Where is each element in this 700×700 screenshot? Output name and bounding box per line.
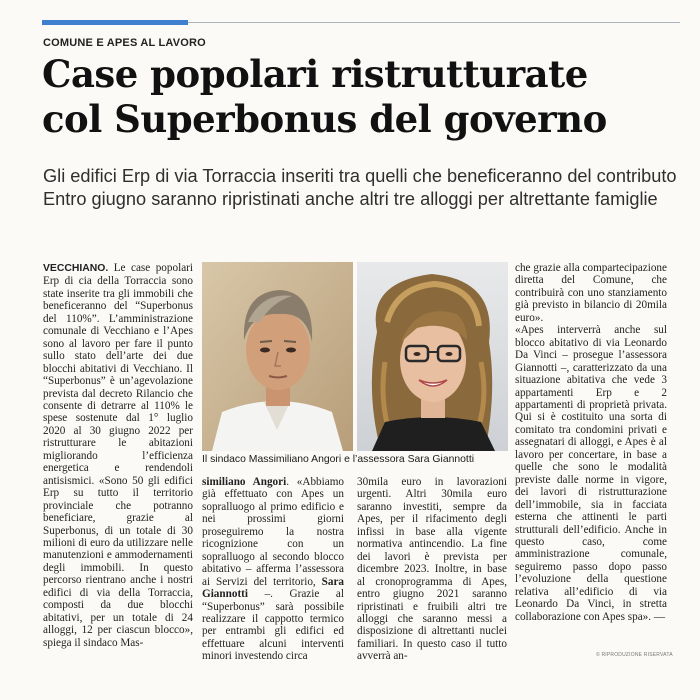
speaker-name-councillor: Sara Giannotti (202, 575, 344, 601)
section-label: COMUNE E APES AL LAVORO (43, 37, 206, 49)
section-rule-accent (42, 20, 188, 25)
subheadline (43, 165, 688, 211)
article-column-3 (357, 476, 507, 663)
article-text-col1: Le case popolari Erp di cia della Torraccia sono state inserite tra gli immobili che beneficeranno del “Superbonus del 110%”. L’amministrazione comunale di Vecchiano e l’Apes sono al lavoro per fare il punto sullo stato dell’arte dei due blocchi abitativi di Vecchiano. Il “Superbonus” è un’agevolazione prevista dal decreto Rilancio che consente di detrarre al 110% le spese sostenute dal 1° luglio 2020 al 30 giugno 2022 per ristrutturare le abitazioni migliorando l’efficienza energetica e rendendoli antisismici. «Sono 50 gli edifici Erp su tutto il territorio provinciale che potranno beneficiare, grazie al Superbonus, di un totale di 30 milioni di euro da utilizzare nelle manutenzioni e ammodernamenti degli immobili. In questo percorso rientrano anche i nostri edifici di via della Torraccia, composti da due blocchi abitativi, per un totale di 24 alloggi, 12 per ciascun blocco», spiega il sindaco Mas- (43, 262, 193, 649)
headline-line-1: Case popolari ristrutturate (42, 52, 588, 96)
article-text-col4a: che grazie alla compartecipazione diretta del Comune, che contribuirà con uno stanziamento già previsto in bilancio di 20mila euro». (515, 262, 667, 324)
article-column-1 (43, 262, 193, 649)
copyright-notice: © RIPRODUZIONE RISERVATA (596, 652, 673, 658)
headline (42, 52, 692, 142)
subheadline-line-2: Entro giugno saranno ripristinati anche altri tre alloggi per altrettante famiglie (43, 189, 658, 209)
article-text-col2b: –. Grazie al “Superbonus” sarà possibile realizzare il cappotto termico per entrambi gli edifici ed effettuare alcuni interventi minori investendo circa (202, 588, 344, 663)
headline-line-2: col Superbonus del governo (42, 97, 607, 141)
article-column-2 (202, 476, 344, 663)
photo-mayor (202, 262, 353, 451)
dateline: VECCHIANO. (43, 263, 109, 274)
photo-councillor (357, 262, 508, 451)
article-column-4 (515, 262, 667, 623)
subheadline-line-1: Gli edifici Erp di via Torraccia inseriti tra quelli che beneficeranno del contributo (43, 166, 677, 186)
article-text-col2a: . «Abbiamo già effettuato con Apes un sopralluogo al primo edificio e nei prossimi giorni proseguiremo la nostra ricognizione con un sopralluogo al secondo blocco abitativo – afferma l’assessora ai Servizi del territorio, (202, 476, 344, 588)
speaker-name-mayor: similiano Angori (202, 476, 287, 488)
section-rule (188, 22, 680, 23)
article-text-col4b: «Apes interverrà anche sul blocco abitativo di via Leonardo Da Vinci – prosegue l’assessora Giannotti –, caratterizzato da una situazione abitativa che vede 3 appartamenti Erp e 2 appartamenti di proprietà privata. Qui si è costituito una sorta di comitato tra condomini privati e assegnatari di alloggi, e Apes è al lavoro per concertare, in base a quelle che sono le modalità previste dalle norme in vigore, dei lavori di ristrutturazione dell’immobile, sia in facciata esterna che attinenti le parti strutturali dell’edificio. Anche in questo caso, come amministrazione comunale, seguiremo passo dopo passo l’evoluzione della questione relativa all’edificio di via Leonardo Da Vinci, in stretta collaborazione con Apes spa». — (515, 324, 667, 623)
photo-caption: Il sindaco Massimiliano Angori e l’assessora Sara Giannotti (202, 454, 475, 465)
article-text-col3: 30mila euro in lavorazioni urgenti. Altri 30mila euro saranno investiti, sempre da Apes, per il rifacimento degli infissi in base alla vigente normativa antincendio. La fine dei lavori è prevista per dicembre 2023. Inoltre, in base al cronoprogramma di Apes, entro giugno 2021 saranno ripristinati e fruibili altri tre alloggi che saranno messi a disposizione di altrettanti nuclei familiari. In questo caso il tutto avverrà an- (357, 476, 507, 663)
